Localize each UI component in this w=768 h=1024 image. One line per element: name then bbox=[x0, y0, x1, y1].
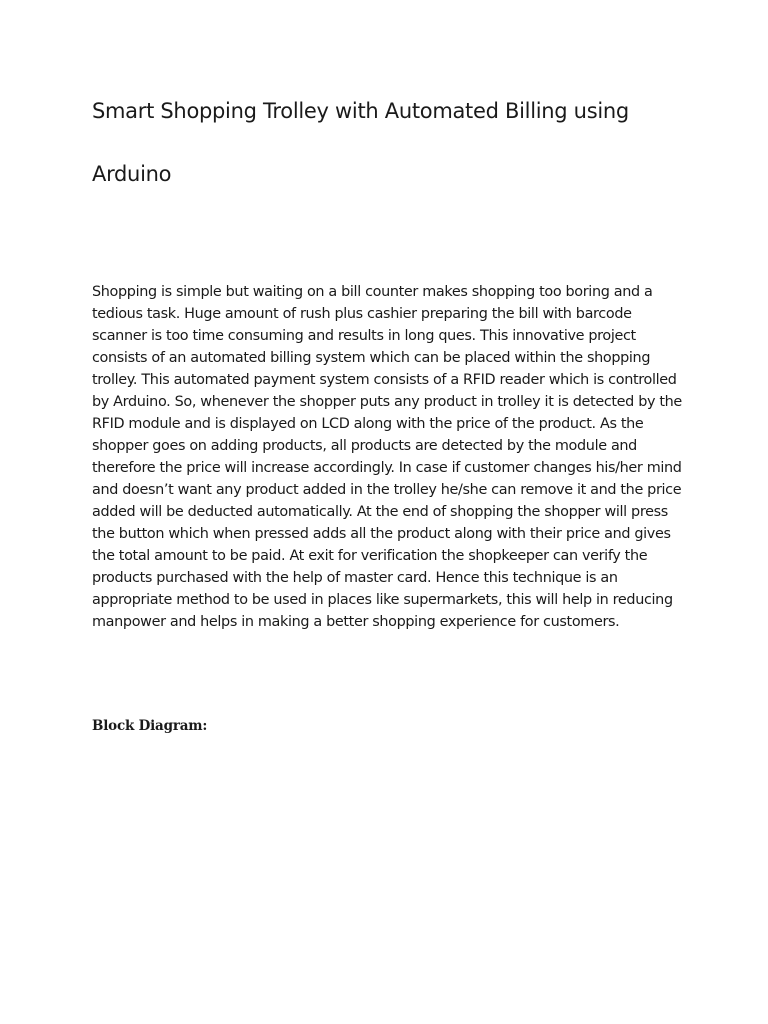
block-diagram-heading: Block Diagram: bbox=[92, 718, 208, 734]
body-paragraph: Shopping is simple but waiting on a bill counter makes shopping too boring and a tedious task. Huge amount of rush plus cashier preparing the bill with barcode scanner is too time consuming and results in long ques. This innovative project consists of an automated billing system which can be placed within the shopping trolley. This automated payment system consists of a RFID reader which is controlled by Arduino. So, whenever the shopper puts any product in trolley it is detected by the RFID module and is displayed on LCD along with the price of the product. As the shopper goes on adding products, all products are detected by the module and therefore the price will increase accordingly. In case if customer changes his/her mind and doesn’t want any product added in the trolley he/she can remove it and the price added will be deducted automatically. At the end of shopping the shopper will press the button which when pressed adds all the product along with their price and gives the total amount to be paid. At exit for verification the shopkeeper can verify the products purchased with the help of master card. Hence this technique is an appropriate method to be used in places like supermarkets, this will help in reducing manpower and helps in making a better shopping experience for customers. bbox=[92, 284, 682, 630]
document-title-line-1: Smart Shopping Trolley with Automated Billing using bbox=[92, 99, 629, 123]
document-title-line-2: Arduino bbox=[92, 162, 172, 186]
